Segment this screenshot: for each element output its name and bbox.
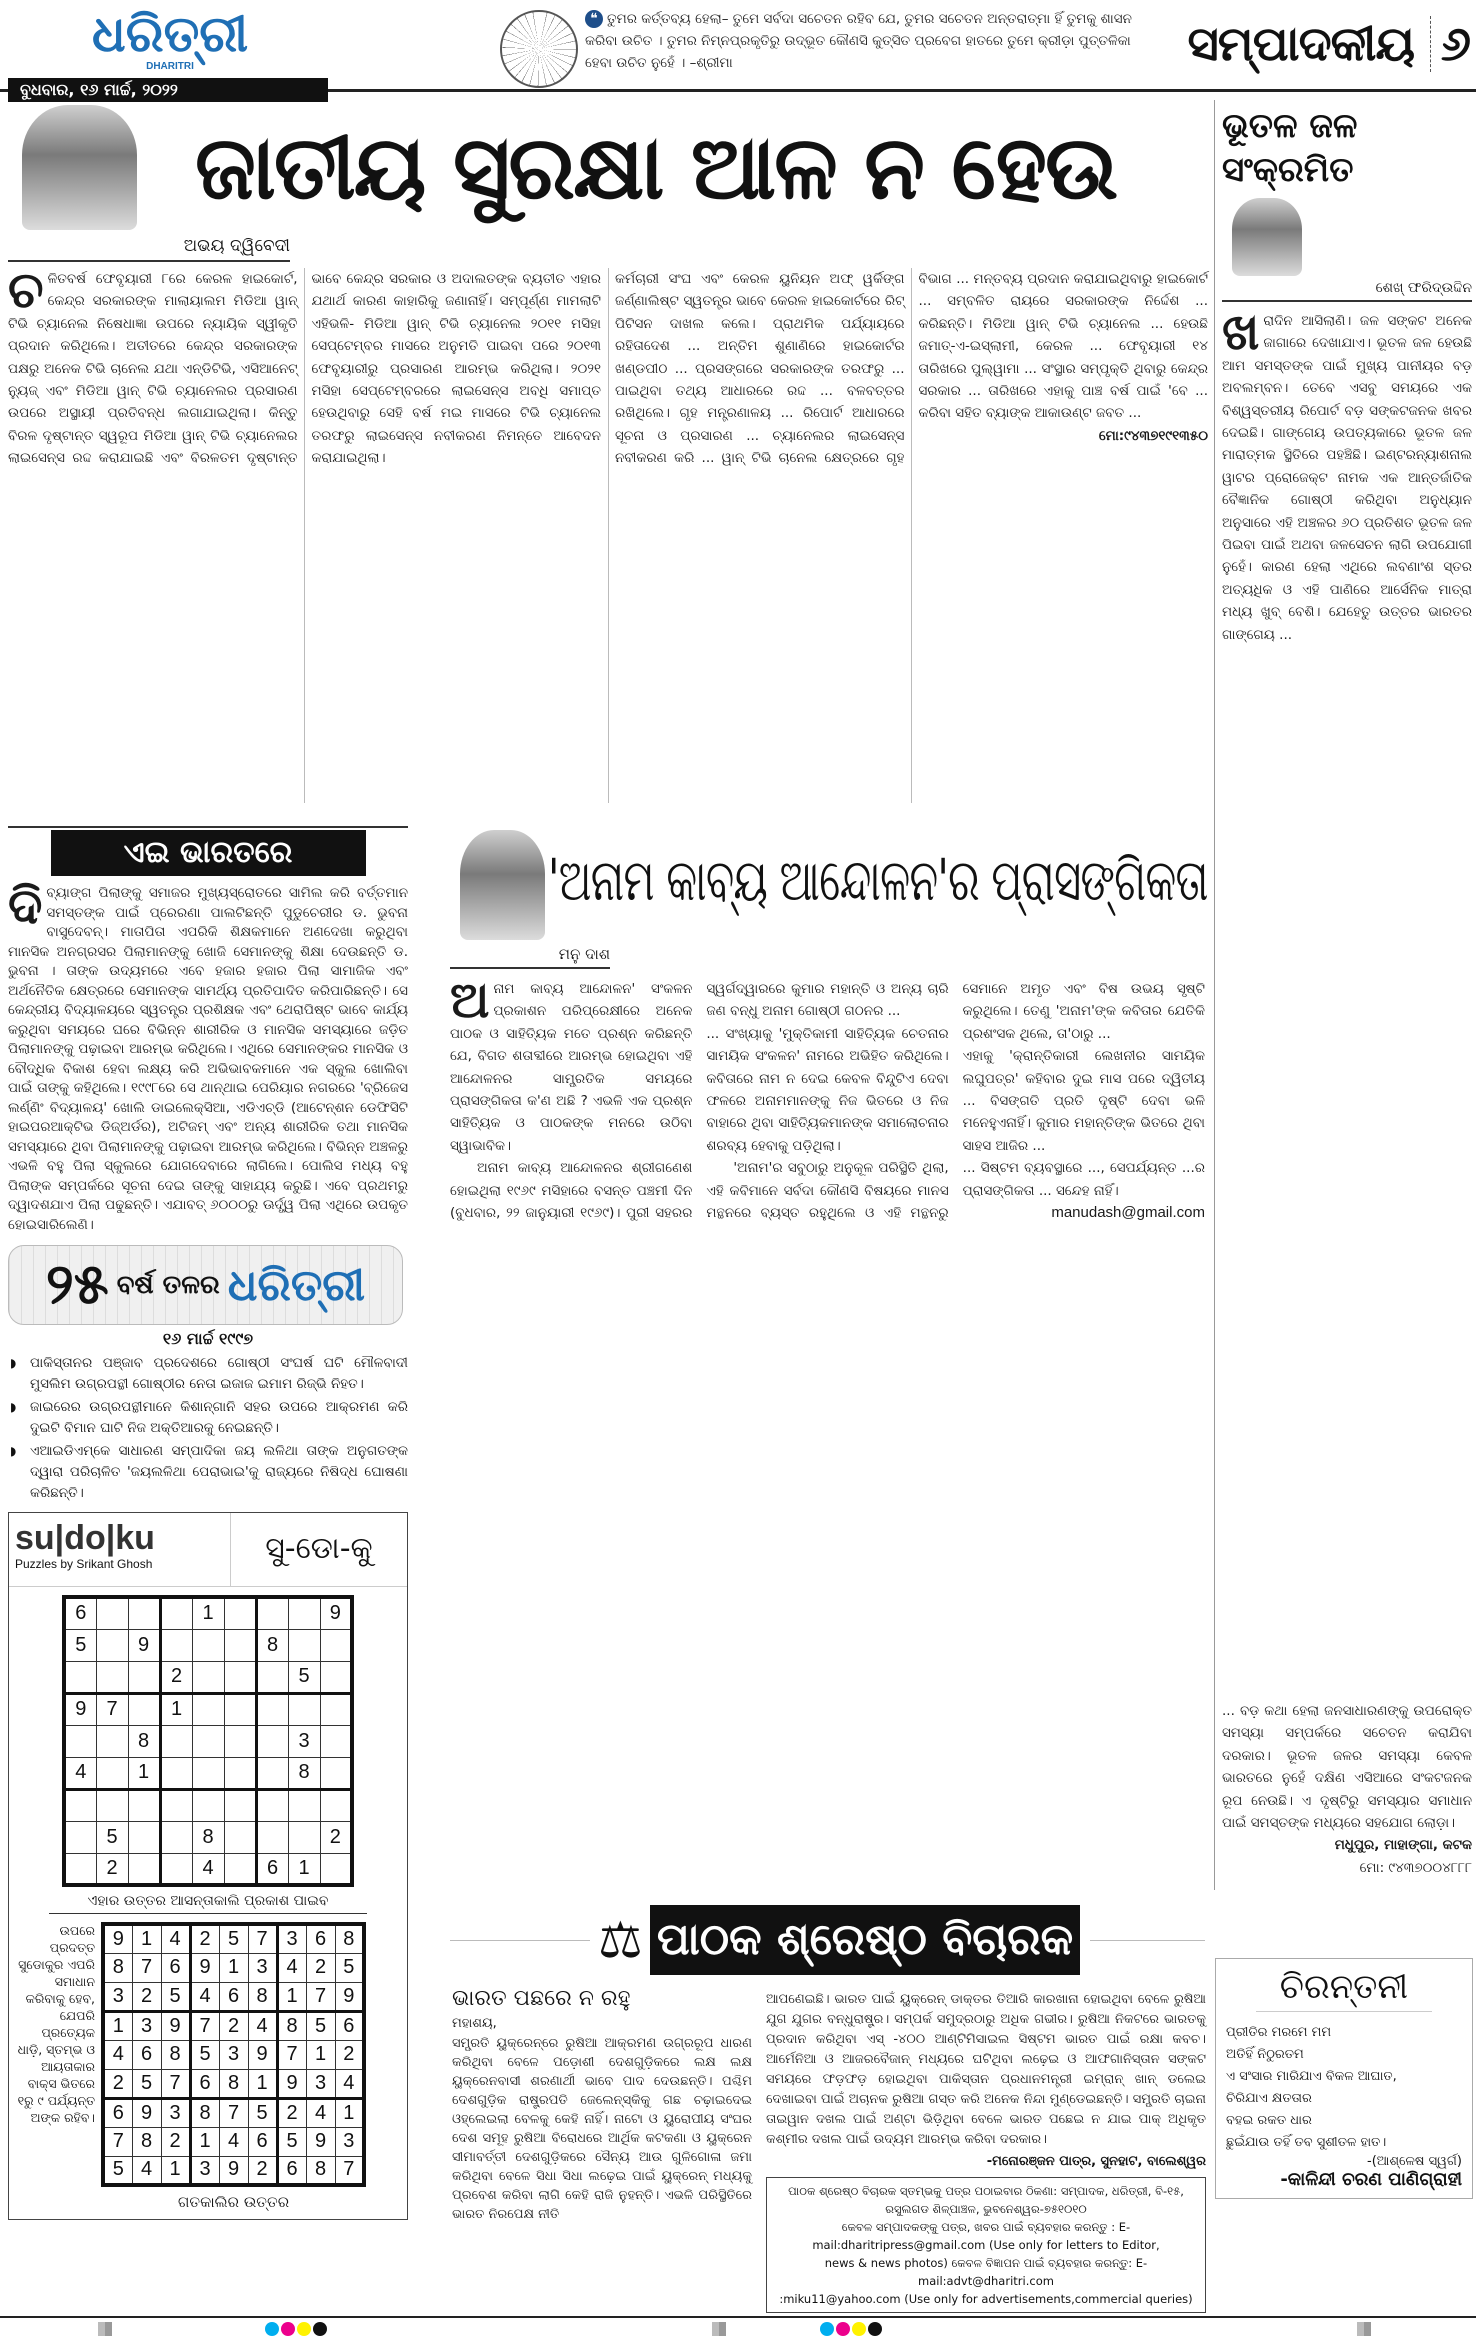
sudoku-cell: [288, 1821, 320, 1853]
right-headline: ଭୂତଳ ଜଳ ସଂକ୍ରମିତ: [1222, 106, 1358, 190]
sudoku-cell: 5: [190, 2040, 219, 2069]
sudoku-cell: 4: [64, 1757, 96, 1789]
sudoku-cell: 7: [103, 2127, 132, 2156]
divider: [8, 826, 408, 828]
second-byline: ମନୁ ଦାଶ: [450, 945, 610, 969]
sudoku-cell: 2: [335, 2040, 364, 2069]
sudoku-cell: 1: [248, 2069, 277, 2098]
sudoku-cell: 3: [248, 1953, 277, 1982]
sudoku-cell: 2: [320, 1821, 352, 1853]
sudoku-cell: 9: [161, 2011, 190, 2040]
letter-title: ଭାରତ ପଛରେ ନ ରହୁ: [452, 1986, 631, 2011]
sudoku-cell: 8: [306, 2156, 335, 2185]
sudoku-cell: 6: [256, 1853, 288, 1885]
sudoku-cell: 4: [161, 1924, 190, 1953]
sudoku-cell: 4: [192, 1853, 224, 1885]
sudoku-cell: [192, 1725, 224, 1757]
page-number: ୬: [1430, 16, 1470, 72]
sudoku-cell: [320, 1629, 352, 1661]
sudoku-cell: 9: [64, 1693, 96, 1725]
drop-cap: ଚ: [8, 261, 44, 319]
sudoku-brand: su|do|ku: [15, 1519, 155, 1557]
poem-source: -(ଆଶ୍ଳେଷ ସ୍ୱର୍ଗ): [1367, 2154, 1462, 2169]
divider: [1090, 1940, 1205, 1941]
sudoku-cell: [128, 1821, 160, 1853]
sudoku-cell: [192, 1629, 224, 1661]
sudoku-cell: [256, 1693, 288, 1725]
sudoku-cell: 6: [190, 2069, 219, 2098]
sudoku-cell: 6: [335, 2011, 364, 2040]
sudoku-cell: 7: [96, 1693, 128, 1725]
poem-title: ଚିରନ୍ତନୀ: [1256, 1967, 1432, 2012]
right-byline: ଶେଖ୍ ଫରିଦ୍‌ଉଦ୍ଦିନ: [1222, 280, 1472, 302]
sudoku-cell: 9: [132, 2098, 161, 2127]
sudoku-cell: [256, 1725, 288, 1757]
paragraph: ଏହାକୁ 'କ୍ରାନ୍ତିକାରୀ ଲେଖନୀର ସାମୟିକ ଲଘୁପତ୍ର' କହିବାର ଦୁଇ ମାସ ପରେ ଦ୍ୱିତୀୟ ... ବିସଙ୍ଗତି ପ୍ରତି ଦୃଷ୍ଟି ଦେବା ଭଳି ମନେହୁଏନାହିଁ। କୁମାର ମହାନ୍ତିଙ୍କ ଭିତରେ ଥିବା ସାହସ ଆଜିର ...: [962, 1048, 1205, 1154]
sudoku-cell: [256, 1597, 288, 1629]
sudoku-puzzle-grid: [62, 1595, 354, 1887]
sudoku-cell: 2: [96, 1853, 128, 1885]
poet-name: -କାଳିନ୍ଦୀ ଚରଣ ପାଣିଗ୍ରାହୀ: [1280, 2169, 1462, 2190]
letter-col2-block: [766, 1990, 1206, 2313]
sudoku-cell: 4: [335, 2069, 364, 2098]
letter-salutation: ମହାଶୟ,: [452, 2016, 497, 2031]
puzzle-note: ଏହାର ଉତ୍ତର ଆସନ୍ତାକାଲି ପ୍ରକାଶ ପାଇବ: [49, 1893, 367, 1914]
sudoku-cell: [96, 1725, 128, 1757]
sudoku-cell: 4: [248, 2011, 277, 2040]
author-photo: [22, 105, 137, 230]
sudoku-cell: 5: [248, 2098, 277, 2127]
sudoku-cell: 6: [306, 1924, 335, 1953]
sudoku-cell: 2: [161, 2127, 190, 2156]
anniversary-banner: ୨୫ ବର୍ଷ ତଳର ଧରିତ୍ରୀ: [8, 1245, 403, 1325]
drop-cap: ଅ: [450, 971, 490, 1029]
paragraph: ... ସିଷ୍ଟମ ବ୍ୟବସ୍ଥାରେ ..., ସେପର୍ଯ୍ୟନ୍ତ ...ର ପ୍ରାସଙ୍ଗିକତା ... ସନ୍ଦେହ ନାହିଁ।: [962, 1160, 1205, 1199]
sudoku-cell: 7: [190, 2011, 219, 2040]
sudoku-cell: [64, 1789, 96, 1821]
ei-bharatare-heading: ଏଇ ଭାରତରେ: [51, 830, 366, 876]
sudoku-cell: 5: [132, 2069, 161, 2098]
sudoku-cell: [320, 1789, 352, 1821]
sudoku-cell: 1: [160, 1693, 192, 1725]
sudoku-cell: 9: [248, 2040, 277, 2069]
sudoku-cell: 4: [103, 2040, 132, 2069]
address-box: ପାଠକ ଶ୍ରେଷ୍ଠ ବିଚାରକ ସ୍ତମ୍ଭକୁ ପତ୍ର ପଠାଇବାର ଠିକଣା: ସମ୍ପାଦକ, ଧରିତ୍ରୀ, ବି-୧୫, ରସୁଲଗଡ ଶିଳ୍ପାଞ୍ଚଳ, ଭୁବନେଶ୍ୱର-୭୫୧୦୧୦ କେବଳ ସମ୍ପାଦକଙ୍କୁ ପତ୍ର, ଖବର ପାଇଁ ବ୍ୟବହାର କରନ୍ତୁ : E-mail:dharitripress@gmail.com (Use only for letters to Editor, news & news photos) କେବଳ ବିଜ୍ଞାପନ ପାଇଁ ବ୍ୟବହାର କରନ୍ତୁ: E-mail:advt@dharitri.com :miku11@yahoo.com (Use only for advertisements,commercial queries): [766, 2177, 1206, 2313]
right-article-body: [1222, 303, 1472, 646]
sudoku-cell: 6: [64, 1597, 96, 1629]
sudoku-cell: 5: [96, 1821, 128, 1853]
author-location: ମଧୁପୁର, ମାହାଙ୍ଗା, କଟକ: [1334, 1837, 1472, 1854]
paragraph: 'ଅନାମ'ର ସବୁଠାରୁ ଅନୁକୂଳ ପରିସ୍ଥିତି ଥିଲା, ଏହି କବିମାନେ ସର୍ବଦା କୌଣସି ବିଷୟରେ ମାନସ ମନ୍ଥନରେ ବ୍ୟସ୍ତ ରହୁଥିଲେ ଓ ଏହି ମନ୍ଥନରୁ ସେମାନେ ଅମୃତ ଏବଂ ବିଷ ଉଭୟ ସୃଷ୍ଟି କରୁଥିଲେ। ତେଣୁ 'ଅନାମ'ଙ୍କ କବିତାର ଯେତିକି ପ୍ରଶଂସକ ଥିଲେ, ତା'ଠାରୁ ...: [706, 981, 1205, 1222]
sudoku-cell: 2: [277, 2098, 306, 2127]
sudoku-cell: 2: [132, 1982, 161, 2011]
sudoku-cell: 5: [288, 1661, 320, 1693]
poem-box: [1215, 1958, 1473, 2199]
sudoku-cell: [256, 1757, 288, 1789]
sudoku-cell: [224, 1693, 256, 1725]
sudoku-credit: Puzzles by Srikant Ghosh: [15, 1557, 153, 1571]
sudoku-cell: 7: [219, 2098, 248, 2127]
author-mobile: ମୋ:୯୪୩୭୧୯୧୩୫୦: [1098, 427, 1208, 444]
sudoku-cell: 1: [219, 1953, 248, 1982]
sudoku-cell: 4: [306, 2098, 335, 2127]
sudoku-cell: [224, 1597, 256, 1629]
sudoku-cell: 2: [103, 2069, 132, 2098]
second-headline: 'ଅନାମ କାବ୍ୟ ଆନ୍ଦୋଳନ'ର ପ୍ରାସଙ୍ଗିକତା: [548, 846, 1208, 914]
sudoku-cell: 6: [161, 1953, 190, 1982]
sudoku-cell: 9: [320, 1597, 352, 1629]
sudoku-cell: 8: [190, 2098, 219, 2127]
drop-cap: ଦି: [8, 877, 43, 935]
sudoku-cell: 8: [192, 1821, 224, 1853]
sudoku-box: [8, 1512, 408, 2220]
sudoku-cell: 8: [128, 1725, 160, 1757]
sudoku-cell: [320, 1853, 352, 1885]
color-dots: [265, 2321, 329, 2340]
sudoku-cell: [128, 1597, 160, 1629]
sudoku-cell: 1: [103, 2011, 132, 2040]
sudoku-cell: 8: [288, 1757, 320, 1789]
sudoku-cell: 8: [248, 1982, 277, 2011]
sudoku-cell: [224, 1789, 256, 1821]
sudoku-cell: 1: [161, 2156, 190, 2185]
right-article-end: [1222, 1700, 1472, 1879]
sudoku-cell: [96, 1597, 128, 1629]
sudoku-cell: 4: [190, 1982, 219, 2011]
paragraph: ଖରାଦିନ ଆସିଲାଣି। ଜଳ ସଙ୍କଟ ଅନେକ ଜାଗାରେ ଦେଖାଯାଏ। ଭୂତଳ ଜଳ ହେଉଛି ଆମ ସମସ୍ତଙ୍କ ପାଇଁ ମୁଖ୍ୟ ପାନୀୟର ବଡ଼ ଅବଲମ୍ବନ। ତେବେ ଏସବୁ ସମୟରେ ଏକ ବିଶ୍ୱସ୍ତରୀୟ ରିପୋର୍ଟ ବଡ଼ ସଙ୍କଟଜନକ ଖବର ଦେଇଛି। ଗାଙ୍ଗେୟ ଉପତ୍ୟକାରେ ଭୂତଳ ଜଳ ମାରାତ୍ମକ ସ୍ଥିତିରେ ପହଞ୍ଚିଛି। ଇଣ୍ଟରନ୍ୟାଶନାଲ ୱାଟର ପ୍ରୋଜେକ୍ଟ ନାମକ ଏକ ଆନ୍ତର୍ଜାତିକ ବୈଜ୍ଞାନିକ ଗୋଷ୍ଠୀ କରିଥିବା ଅନୁଧ୍ୟାନ ଅନୁସାରେ ଏହି ଅଞ୍ଚଳର ୬୦ ପ୍ରତିଶତ ଭୂତଳ ଜଳ ପିଇବା ପାଇଁ ଅଥବା ଜଳସେଚନ ଲାଗି ଉପଯୋଗୀ ନୁହେଁ। କାରଣ ହେଲା ଏଥିରେ ଲବଣାଂଶ ସ୍ତର ଅତ୍ୟଧିକ ଓ ଏହି ପାଣିରେ ଆର୍ସେନିକ ମାତ୍ରା ମଧ୍ୟ ଖୁବ୍ ବେଶି। ଯେହେତୁ ଉତ୍ତର ଭାରତର ଗାଙ୍ଗେୟ ...: [1222, 303, 1472, 643]
sudoku-cell: 9: [128, 1629, 160, 1661]
sudoku-cell: [128, 1789, 160, 1821]
second-article-body: [450, 971, 1205, 1873]
sudoku-cell: 1: [288, 1853, 320, 1885]
sudoku-cell: 3: [161, 2098, 190, 2127]
sudoku-cell: [96, 1629, 128, 1661]
sudoku-cell: [192, 1693, 224, 1725]
letter-col1: ସମ୍ପ୍ରତି ୟୁକ୍ରେନ୍‌ରେ ରୁଷିଆ ଆକ୍ରମଣ ଉଗ୍ରରୂପ ଧାରଣ କରିଥିବା ବେଳେ ପଡ଼ୋଶୀ ଦେଶଗୁଡ଼ିକରେ ଲକ୍ଷ ଲକ୍ଷ ୟୁକ୍ରେନବାସୀ ଶରଣାର୍ଥୀ ଭାବେ ପାଦ ଦେଉଛନ୍ତି। ପଶ୍ଚିମ ଦେଶଗୁଡ଼ିକ ରାଷ୍ଟ୍ରପତି ଜେଲେନ୍‌ସ୍କିକୁ ଗଛ ଚଢ଼ାଇଦେଇ ଓହ୍ଲେଇଲା ବେଳକୁ କେହି ନାହିଁ। ନାଟୋ ଓ ୟୁରୋପୀୟ ସଂଘର ଦେଶ ସମୂହ ରୁଷିଆ ବିରୋଧରେ ଆର୍ଥିକ କଟକଣା ଓ ୟୁକ୍ରେନ ସୀମାବର୍ତ୍ତୀ ଦେଶଗୁଡ଼ିକରେ ସୈନ୍ୟ ଆଉ ଗୁଳିଗୋଳା ଜମା କରିଥିବା ବେଳେ ସିଧା ସିଧା ଲଢ଼େଇ ପାଇଁ ୟୁକ୍ରେନ୍ ମଧ୍ୟକୁ ପ୍ରବେଶ କରିବା ଲାଗି କେହି ରାଜି ନୁହନ୍ତି। ଏଭଳି ପରିସ୍ଥିତିରେ ଭାରତ ନିରପେକ୍ଷ ନୀତି: [452, 2036, 752, 2222]
sudoku-cell: 2: [248, 2156, 277, 2185]
sudoku-cell: [256, 1821, 288, 1853]
sudoku-cell: [96, 1757, 128, 1789]
sudoku-cell: 7: [277, 2040, 306, 2069]
sudoku-cell: 2: [219, 2011, 248, 2040]
sudoku-cell: 1: [190, 2127, 219, 2156]
sudoku-cell: 5: [103, 2156, 132, 2185]
list-item: ◗ ଏଆଇଡିଏମ୍‌କେ ସାଧାରଣ ସମ୍ପାଦିକା ଜୟ ଲଳିଥା ତାଙ୍କ ଅନୁଗତଙ୍କ ଦ୍ୱାରା ପରିଚାଳିତ 'ଜୟଲଳିଥା ପେରାଭାଇ'କୁ ରାଜ୍ୟରେ ନିଷିଦ୍ଧ ଘୋଷଣା କରିଛନ୍ତି।: [8, 1441, 408, 1504]
sudoku-cell: 5: [161, 1982, 190, 2011]
sudoku-cell: [256, 1661, 288, 1693]
sudoku-cell: [160, 1789, 192, 1821]
list-item: ◗ ପାକିସ୍ତାନର ପଞ୍ଜାବ ପ୍ରଦେଶରେ ଗୋଷ୍ଠୀ ସଂଘର୍ଷ ଘଟି ମୌଳବାଦୀ ମୁସଲିମ ଉଗ୍ରପନ୍ଥୀ ଗୋଷ୍ଠୀର ନେତା ଇଜାଜ ଇମାମ ରିଜ୍‌ଭି ନିହତ।: [8, 1353, 408, 1395]
sudoku-cell: 7: [161, 2069, 190, 2098]
sudoku-cell: 3: [103, 1982, 132, 2011]
main-byline: ଅଭୟ ଦ୍ୱିବେଦୀ: [8, 236, 290, 262]
paragraph: ଚଳିତବର୍ଷ ଫେବୃୟାରୀ ୮ରେ କେରଳ ହାଇକୋର୍ଟ, କେନ୍ଦ୍ର ସରକାରଙ୍କ ମାଲାୟାଲମ ମିଡିଆ ୱାନ୍ ଟିଭି ଚ୍ୟାନେଲ ନିଷେଧାଜ୍ଞା ଉପରେ ନ୍ୟାୟିକ ସ୍ୱୀକୃତି ପ୍ରଦାନ କରିଥିଲେ। ଅତୀତରେ କେନ୍ଦ୍ର ସରକାରଙ୍କ ପକ୍ଷରୁ ଅନେକ ଟିଭି ଚାନେଲ ଯଥା ଏନ୍‌ଡିଟିଭି, ଏସିଆନେଟ୍ ନ୍ୟୁଜ୍ ଏବଂ ମିଡିଆ ୱାନ୍ ଟିଭି ଚ୍ୟାନେଲର ପ୍ରସାରଣ ଉପରେ ଅସ୍ଥାୟୀ ପ୍ରତିବନ୍ଧ ଲଗାଯାଇଥିଲା। କିନ୍ତୁ ବିରଳ ଦୃଷ୍ଟାନ୍ତ ସ୍ୱରୂପ ମିଡିଆ ୱାନ୍ ଟିଭି ଚ୍ୟାନେଲର ଲାଇସେନ୍ସ ରଦ୍ଦ କରାଯାଇଛି ଏବଂ ବିରଳତମ ଦୃଷ୍ଟାନ୍ତ ଭାବେ କେନ୍ଦ୍ର ସରକାର ଓ ଅଦାଲତଙ୍କ ବ୍ୟତୀତ ଏହାର ଯଥାର୍ଥ କାରଣ କାହାରିକୁ ଜଣାନାହିଁ। ସମ୍ପୂର୍ଣ୍ଣ ମାମଲାଟି ଏହିଭଳି- ମିଡିଆ ୱାନ୍ ଟିଭି ଚ୍ୟାନେଲ ୨୦୧୧ ମସିହା ସେପ୍ଟେମ୍ବର ମାସରେ ଅନୁମତି ପାଇବା ପରେ ୨୦୧୩ ଫେବୃୟାରୀରୁ ପ୍ରସାରଣ ଆରମ୍ଭ କରିଥିଲା। ୨୦୨୧ ମସିହା ସେପ୍ଟେମ୍ବରରେ ଲାଇସେନ୍ସ ଅବଧି ସମାପ୍ତ ହେଉଥିବାରୁ ସେହି ବର୍ଷ ମଇ ମାସରେ ଟିଭି ଚ୍ୟାନେଲ ତରଫରୁ ଲାଇସେନ୍ସ ନବୀକରଣ ନିମନ୍ତେ ଆବେଦନ କରାଯାଇଥିଲା।: [8, 261, 601, 467]
poem-lines: ପ୍ରୀତିର ମରମେ ମମ ଅତିହିଁ ନିଠୁରତମ ଏ ସଂସାର ମାରିଯାଏ ବିକଳ ଆଘାତ, ଚିରିଯାଏ କ୍ଷତତାର ବହଇ ରକତ ଧାର ଛୁଇଁଯାଉ ତହିଁ ତବ ସୁଶୀତଳ ହାତ।: [1226, 2025, 1397, 2150]
sudoku-cell: 9: [103, 1924, 132, 1953]
sudoku-cell: 1: [132, 1924, 161, 1953]
sudoku-cell: [96, 1661, 128, 1693]
sudoku-cell: [160, 1597, 192, 1629]
sudoku-cell: [160, 1629, 192, 1661]
sudoku-cell: 9: [219, 2156, 248, 2185]
sudoku-cell: [160, 1725, 192, 1757]
sudoku-cell: 3: [306, 2069, 335, 2098]
sudoku-cell: [320, 1693, 352, 1725]
sudoku-cell: [224, 1661, 256, 1693]
letters-banner: ପାଠକ ଶ୍ରେଷ୍ଠ ବିଚାରକ: [650, 1905, 1080, 1975]
dharitri-logo: ଧରିତ୍ରୀ DHARITRI: [91, 5, 249, 72]
sudoku-cell: 3: [277, 1924, 306, 1953]
letter-signature: -ମନୋରଞ୍ଜନ ପାତ୍ର, ସୁନହାଟ, ବାଲେଶ୍ୱର: [986, 2154, 1206, 2169]
sudoku-cell: 9: [306, 2127, 335, 2156]
sudoku-cell: 3: [219, 2040, 248, 2069]
sudoku-cell: 2: [190, 1924, 219, 1953]
registration-mark: [712, 2322, 726, 2336]
paragraph: ... ବଡ଼ କଥା ହେଲା ଜନସାଧାରଣଙ୍କୁ ଉପରୋକ୍ତ ସମସ୍ୟା ସମ୍ପର୍କରେ ସଚେତନ କରାଯିବା ଦରକାର। ଭୂତଳ ଜଳର ସମସ୍ୟା କେବଳ ଭାରତରେ ନୁହେଁ ଦକ୍ଷିଣ ଏସିଆରେ ସଂକଟଜନକ ରୂପ ନେଉଛି। ଏ ଦୃଷ୍ଟିରୁ ସମସ୍ୟାର ସମାଧାନ ପାଇଁ ସମସ୍ତଙ୍କ ମଧ୍ୟରେ ସହଯୋଗ ଲୋଡ଼ା।: [1222, 1703, 1472, 1832]
sudoku-cell: [64, 1821, 96, 1853]
column-divider: [1214, 100, 1215, 1890]
sudoku-cell: [224, 1629, 256, 1661]
sudoku-cell: 5: [335, 1953, 364, 1982]
sudoku-cell: 9: [277, 2069, 306, 2098]
sudoku-cell: 8: [161, 2040, 190, 2069]
sudoku-cell: 3: [132, 2011, 161, 2040]
sudoku-cell: [96, 1789, 128, 1821]
sudoku-cell: 6: [248, 2127, 277, 2156]
sudoku-cell: 1: [277, 1982, 306, 2011]
date-bar: ବୁଧବାର, ୧୬ ମାର୍ଚ୍ଚ, ୨୦୨୨: [8, 78, 328, 102]
sudoku-cell: 1: [335, 2098, 364, 2127]
sudoku-cell: [64, 1725, 96, 1757]
sudoku-cell: 7: [335, 2156, 364, 2185]
sudoku-cell: 4: [277, 1953, 306, 1982]
paragraph: ଅନାମ କାବ୍ୟ ଆନ୍ଦୋଳନ' ସଂକଳନ ପ୍ରକାଶନ ପରିପ୍ରେକ୍ଷୀରେ ଅନେକ ପାଠକ ଓ ସାହିତ୍ୟିକ ମତେ ପ୍ରଶ୍ନ କରିଛନ୍ତି ଯେ, ବିଗତ ଶତାବ୍ଦୀରେ ଆରମ୍ଭ ହୋଇଥିବା ଏହି ଆନ୍ଦୋଳନର ସାମ୍ପ୍ରତିକ ସମୟରେ ପ୍ରାସଙ୍ଗିକତା କ'ଣ ଅଛି ? ଏଭଳି ଏକ ପ୍ରଶ୍ନ ସାହିତ୍ୟିକ ଓ ପାଠକଙ୍କ ମନରେ ଉଠିବା ସ୍ୱାଭାବିକ।: [450, 971, 693, 1154]
sudoku-title: ସୁ-ଡୋ-କୁ: [265, 1531, 373, 1566]
divider: [450, 1940, 590, 1941]
sudoku-cell: [288, 1789, 320, 1821]
sudoku-cell: 2: [160, 1661, 192, 1693]
sudoku-cell: 4: [219, 2127, 248, 2156]
sudoku-cell: 1: [306, 2040, 335, 2069]
author-photo: [460, 830, 545, 940]
sudoku-cell: [128, 1853, 160, 1885]
sudoku-cell: 6: [219, 1982, 248, 2011]
sudoku-cell: 5: [219, 1924, 248, 1953]
sudoku-cell: [288, 1597, 320, 1629]
wheel-emblem-icon: [500, 10, 578, 88]
sudoku-cell: [320, 1725, 352, 1757]
letter-col2: ଆପଣେଇଛି। ଭାରତ ପାଇଁ ୟୁକ୍ରେନ୍ ଡାକ୍ତର ତିଆରି କାରଖାନା ହୋଇଥିବା ବେଳେ ରୁଷିଆ ଯୁଗ ଯୁଗର ବନ୍ଧୁରାଷ୍ଟ୍ର। ସମ୍ପର୍କ ସମୁଦ୍ରଠାରୁ ଅଧିକ ଗଭୀର। ରୁଷିଆ ନିକଟରେ ଭାରତକୁ ପ୍ରଦାନ କରିଥିବା ଏସ୍ -୪୦୦ ଆଣ୍ଟିମିସାଇଲ ସିଷ୍ଟମ ଭାରତ ପାଇଁ ରକ୍ଷା କବଚ। ଆର୍ମେନିଆ ଓ ଆଜରବୈଜାନ୍ ମଧ୍ୟରେ ଘଟିଥିବା ଲଢ଼େଇ ଓ ଆଫଗାନିସ୍ତାନ ସଙ୍କଟ ସମୟରେ ଫଡ଼ଫଡ଼ ହୋଇଥିବା ପାକିସ୍ତାନ ପ୍ରଧାନମନ୍ତ୍ରୀ ଇମ୍ରାନ୍ ଖାନ୍ ଡଲେଇ ଦେଖାଇବା ପାଇଁ ଅଚାନକ ରୁଷିଆ ଗସ୍ତ କରି ଅନେକ ନିନ୍ଦା ମୁଣ୍ଡେଇଛନ୍ତି। ସମ୍ପ୍ରତି ଚାଇନା ତାଇୱାନ ଦଖଲ ପାଇଁ ଅଣ୍ଟା ଭିଡ଼ିଥିବା ବେଳେ ଭାରତ ପଛେଇ ନ ଯାଇ ପାକ୍ ଅଧିକୃତ କଶ୍ମୀର ଦଖଲ ପାଇଁ ଉଦ୍ୟମ ଆରମ୍ଭ କରିବା ଦରକାର।: [766, 1992, 1206, 2147]
registration-mark: [98, 2322, 112, 2336]
section-title: ସମ୍ପାଦକୀୟ ୬: [1187, 16, 1470, 72]
sudoku-cell: [224, 1853, 256, 1885]
sudoku-cell: 9: [335, 1982, 364, 2011]
sudoku-cell: 8: [277, 2011, 306, 2040]
sudoku-cell: 8: [219, 2069, 248, 2098]
anniversary-date: ୧୬ ମାର୍ଚ୍ଚ ୧୯୯୭: [162, 1329, 254, 1348]
ei-bharatare-body: ଦିବ୍ୟାଙ୍ଗ ପିଲାଙ୍କୁ ସମାଜର ମୁଖ୍ୟସ୍ରୋତରେ ସାମିଲ କରି ବର୍ତ୍ତମାନ ସମସ୍ତଙ୍କ ପାଇଁ ପ୍ରେରଣା ପାଲଟିଛନ୍ତି ପୁଡୁଚେରୀର ଡ. ଭୁବନା ବାସୁଦେବନ୍। ମାତାପିତା ଏପରିକି ଶିକ୍ଷକମାନେ ଅଣଦେଖା କରୁଥିବା ମାନସିକ ଅନଗ୍ରସର ପିଲାମାନଙ୍କୁ ଖୋଜି ସେମାନଙ୍କୁ ଶିକ୍ଷା ଦେଉଛନ୍ତି ଡ. ଭୁବନା । ତାଙ୍କ ଉଦ୍ୟମରେ ଏବେ ହଜାର ହଜାର ପିଲା ସାମାଜିକ ଏବଂ ଅର୍ଥନୈତିକ କ୍ଷେତ୍ରରେ ସେମାନଙ୍କ ସାମର୍ଥ୍ୟ ପ୍ରତିପାଦିତ କରିପାରିଛନ୍ତି। ସେ କେନ୍ଦ୍ରୀୟ ବିଦ୍ୟାଳୟରେ ସ୍ୱତନ୍ତ୍ର ପ୍ରଶିକ୍ଷକ ଏବଂ ଥେରାପିଷ୍ଟ ଭାବେ କାର୍ଯ୍ୟ କରୁଥିବା ସମୟରେ ଘରେ ବିଭିନ୍ନ ଶାରୀରିକ ଓ ମାନସିକ ସମସ୍ୟାରେ ଜଡ଼ିତ ପିଲାମାନଙ୍କୁ ପଢ଼ାଇବା ଆରମ୍ଭ କରିଥିଲେ। ଏଥିରେ ସେମାନଙ୍କର ମାନସିକ ଓ ବୌଦ୍ଧିକ ବିକାଶ ହେବା ଲକ୍ଷ୍ୟ କରି ଅଭିଭାବକମାନେ ଏକ ସ୍କୁଲ ଖୋଲିବା ପାଇଁ ତାଙ୍କୁ କହିଥିଲେ। ୧୯୯୮ରେ ସେ ଥାନ୍‌ଥାଇ ପେରିୟାର ନଗରରେ 'ବ୍ରିଜେସ ଲର୍ଣ୍ଣିଂ ବିଦ୍ୟାଳୟ' ଖୋଲି ଡାଇଲେକ୍ସିଆ, ଏଡିଏଚ୍‌ଡି (ଆଟେନ୍‌ଶନ ଡେଫିସିଟି ହାଇପରଆକ୍ଟିଭ ଡିଜ୍‌ଅର୍ଡର), ଅଟିଜମ୍ ଏବଂ ଅନ୍ୟ ଶାରୀରିକ ତଥା ମାନସିକ ସମସ୍ୟାରେ ଥିବା ପିଲାମାନଙ୍କୁ ପଢ଼ାଇବା ଆରମ୍ଭ କରିଥିଲେ। ବିଭିନ୍ନ ଅଞ୍ଚଳରୁ ଏଭଳି ବହୁ ପିଲା ସ୍କୁଲରେ ଯୋଗଦେବାରେ ଲାଗିଲେ। ପୋଲିସ ମଧ୍ୟ ବହୁ ପିଲାଙ୍କ ସମ୍ପର୍କରେ ସୂଚନା ଦେଇ ତାଙ୍କୁ ସାହାଯ୍ୟ କରୁଛି। ଏବେ ପ୍ରଥମରୁ ଦ୍ୱାଦଶଯାଏ ପିଲା ପଢୁଛନ୍ତି। ଏଯାବତ୍ ୬୦୦୦ରୁ ଊର୍ଦ୍ଧ୍ୱ ପିଲା ଏଥିରେ ଉପକୃତ ହୋଇସାରିଲେଣି।: [8, 877, 408, 1233]
sudoku-cell: [160, 1853, 192, 1885]
sudoku-cell: [192, 1789, 224, 1821]
sudoku-cell: 6: [277, 2156, 306, 2185]
color-dots: [820, 2321, 884, 2340]
sudoku-cell: 6: [132, 2040, 161, 2069]
main-headline: ଜାତୀୟ ସୁରକ୍ଷା ଆଳ ନ ହେଉ: [195, 116, 1117, 219]
letter-col1-block: [452, 1984, 752, 2224]
sudoku-cell: [128, 1661, 160, 1693]
sudoku-cell: 8: [335, 1924, 364, 1953]
right-article: [1222, 104, 1472, 646]
scales-icon: ⚖: [598, 1911, 643, 1969]
sudoku-cell: [160, 1757, 192, 1789]
quote-icon: ❝: [585, 10, 603, 28]
footer-rule: [0, 2316, 1476, 2318]
paragraph: ଅନାମ କାବ୍ୟ ଆନ୍ଦୋଳନର ଶ୍ରୀଗଣେଶ ହୋଇଥିଲା ୧୯୬୯ ମସିହାରେ ବସନ୍ତ ପଞ୍ଚମୀ ଦିନ (ବୁଧବାର, ୨୨ ଜାନୁୟାରୀ ୧୯୬୯)। ପୁରୀ ସହରର ସ୍ୱର୍ଗଦ୍ୱାରରେ କୁମାର ମହାନ୍ତି ଓ ଅନ୍ୟ ଚାରି ଜଣ ବନ୍ଧୁ ଅନାମ ଗୋଷ୍ଠୀ ଗଠନର ...: [450, 981, 949, 1222]
sudoku-cell: 8: [103, 1953, 132, 1982]
sudoku-cell: 3: [190, 2156, 219, 2185]
sudoku-cell: [224, 1757, 256, 1789]
sudoku-cell: [224, 1821, 256, 1853]
sudoku-cell: 2: [306, 1953, 335, 1982]
sudoku-cell: [192, 1661, 224, 1693]
sudoku-cell: [128, 1693, 160, 1725]
drop-cap: ଖ: [1222, 303, 1260, 361]
main-article-body: [8, 261, 1208, 803]
sudoku-cell: 8: [132, 2127, 161, 2156]
sudoku-cell: 6: [103, 2098, 132, 2127]
author-email: manudash@gmail.com: [1051, 1204, 1205, 1222]
anniversary-list: [8, 1353, 408, 1504]
left-column: [8, 826, 408, 2220]
sudoku-cell: [64, 1853, 96, 1885]
sudoku-cell: [288, 1629, 320, 1661]
sudoku-cell: 4: [132, 2156, 161, 2185]
sudoku-cell: 8: [256, 1629, 288, 1661]
sudoku-cell: 3: [288, 1725, 320, 1757]
sudoku-cell: [256, 1789, 288, 1821]
author-photo: [1232, 198, 1302, 276]
sudoku-instructions: ଉପରେ ପ୍ରଦତ୍ତ ସୁଡୋକୁର ଏପରି ସମାଧାନ କରିବାକୁ ହେବ, ଯେପରି ପ୍ରତ୍ୟେକ ଧାଡ଼ି, ସ୍ତମ୍ଭ ଓ ଆୟତାକାର ବାକ୍ସ ଭିତରେ ୧ରୁ ୯ ପର୍ଯ୍ୟନ୍ତ ଅଙ୍କ ରହିବ।: [17, 1923, 95, 2125]
sudoku-cell: 5: [277, 2127, 306, 2156]
sudoku-cell: [160, 1821, 192, 1853]
paragraph: କର୍ମଚାରୀ ସଂଘ ଏବଂ କେରଳ ୟୁନିୟନ ଅଫ୍ ୱର୍କିଙ୍ଗ ଜର୍ଣ୍ଣାଲିଷ୍ଟ ସ୍ୱତନ୍ତ୍ର ଭାବେ କେରଳ ହାଇକୋର୍ଟରେ ରିଟ୍ ପିଟିସନ ଦାଖଲ କଲେ। ପ୍ରାଥମିକ ପର୍ଯ୍ୟାୟରେ ରହିତାଦେଶ ... ଅନ୍ତିମ ଶୁଣାଣିରେ ହାଇକୋର୍ଟର ଖଣ୍ଡପୀଠ ... ପ୍ରସଙ୍ଗରେ ସରକାରଙ୍କ ତରଫରୁ ... ପାଇଥିବା ତଥ୍ୟ ଆଧାରରେ ରଦ୍ଦ ... ବଳବତ୍ତର ରଖିଥିଲେ। ଗୃହ ମନ୍ତ୍ରଣାଳୟ ... ରିପୋର୍ଟ ଆଧାରରେ ସୂଚନା ଓ ପ୍ରସାରଣ ... ଚ୍ୟାନେଲର ଲାଇସେନ୍ସ ନବୀକରଣ କରି ... ୱାନ୍ ଟିଭି ଚାନେଲ କ୍ଷେତ୍ରରେ ଗୃହ ବିଭାଗ ... ମନ୍ତବ୍ୟ ପ୍ରଦାନ କରାଯାଇଥିବାରୁ ହାଇକୋର୍ଟ ... ସମ୍ବଳିତ ରାୟରେ ସରକାରଙ୍କ ନିର୍ଦ୍ଦେଶ ... କରିଛନ୍ତି। ମିଡିଆ ୱାନ୍ ଟିଭି ଚ୍ୟାନେଲ ... ହେଉଛି ଜମାତ୍-ଏ-ଇସ୍‌ଲାମୀ, କେରଳ ... ଫେବୃୟାରୀ ୧୪ ତାରିଖରେ ପୁଲ୍‌ୱାମା ... ସଂସ୍ଥାର ସମ୍ପୃକ୍ତି ଥିବାରୁ କେନ୍ଦ୍ର ସରକାର ... ତାରିଖରେ ଏହାକୁ ପାଞ୍ଚ ବର୍ଷ ପାଇଁ 'ବେ ... କରିବା ସହିତ ବ୍ୟାଙ୍କ ଆକାଉଣ୍ଟ ଜବତ ...: [615, 271, 1208, 467]
sudoku-solution-grid: [101, 1922, 366, 2187]
sudoku-cell: [224, 1725, 256, 1757]
sudoku-cell: [320, 1757, 352, 1789]
quote-of-day: ❝ ତୁମର କର୍ତ୍ତବ୍ୟ ହେଲା– ତୁମେ ସର୍ବଦା ସଚେତନ ରହିବ ଯେ, ତୁମର ସଚେତନ ଅନ୍ତରାତ୍ମା ହିଁ ତୁମକୁ ଶାସନ କରିବା ଉଚିତ । ତୁମର ନିମ୍ନପ୍ରକୃତିରୁ ଉଦ୍ଭୂତ କୌଣସି କୁତ୍ସିତ ପ୍ରବେଗ ହାତରେ ତୁମେ କ୍ରୀଡ଼ା ପୁତ୍ତଳିକା ହେବା ଉଚିତ ନୁହେଁ । –ଶ୍ରୀମା: [585, 11, 1132, 71]
sudoku-cell: [320, 1661, 352, 1693]
sudoku-cell: [64, 1661, 96, 1693]
sudoku-cell: 1: [192, 1597, 224, 1629]
sudoku-cell: 3: [335, 2127, 364, 2156]
paragraph: ... ସଂଖ୍ୟାକୁ 'ମୁକ୍ତିକାମୀ ସାହିତ୍ୟିକ ଚେତନାର ସାମୟିକ ସଂକଳନ' ନାମରେ ଅଭିହିତ କରିଥିଲେ। କବିତାରେ ନାମ ନ ଦେଇ କେବଳ ବିନ୍ଦୁଟିଏ ଦେବା ଫଳରେ ଅନାମମାନଙ୍କୁ ନିଜ ଭିତରେ ଓ ନିଜ ବାହାରେ ଥିବା ସାହିତ୍ୟିକମାନଙ୍କ ସମାଲୋଚନାର ଶରବ୍ୟ ହେବାକୁ ପଡ଼ିଥିଲା।: [706, 1025, 949, 1154]
sudoku-cell: 7: [306, 1982, 335, 2011]
sudoku-cell: 7: [248, 1924, 277, 1953]
sudoku-cell: 5: [306, 2011, 335, 2040]
solution-label: ଗତକାଲିର ଉତ୍ତର: [177, 2193, 290, 2211]
list-item: ◗ ଜାଇରେର ଉଗ୍ରପନ୍ଥୀମାନେ କିଶାନ୍‌ଗାନି ସହର ଉପରେ ଆକ୍ରମଣ କରି ଦୁଇଟି ବିମାନ ଘାଟି ନିଜ ଅକ୍ତିଆରକୁ ନେଇଛନ୍ତି।: [8, 1397, 408, 1439]
sudoku-cell: [288, 1693, 320, 1725]
sudoku-cell: 1: [128, 1757, 160, 1789]
sudoku-cell: [192, 1757, 224, 1789]
sudoku-cell: 7: [132, 1953, 161, 1982]
sudoku-cell: 9: [190, 1953, 219, 1982]
sudoku-cell: 5: [64, 1629, 96, 1661]
registration-mark: [1357, 2322, 1371, 2336]
author-mobile: ମୋ: ୯୪୩୭୦୦୪୮୮୮: [1359, 1859, 1472, 1876]
